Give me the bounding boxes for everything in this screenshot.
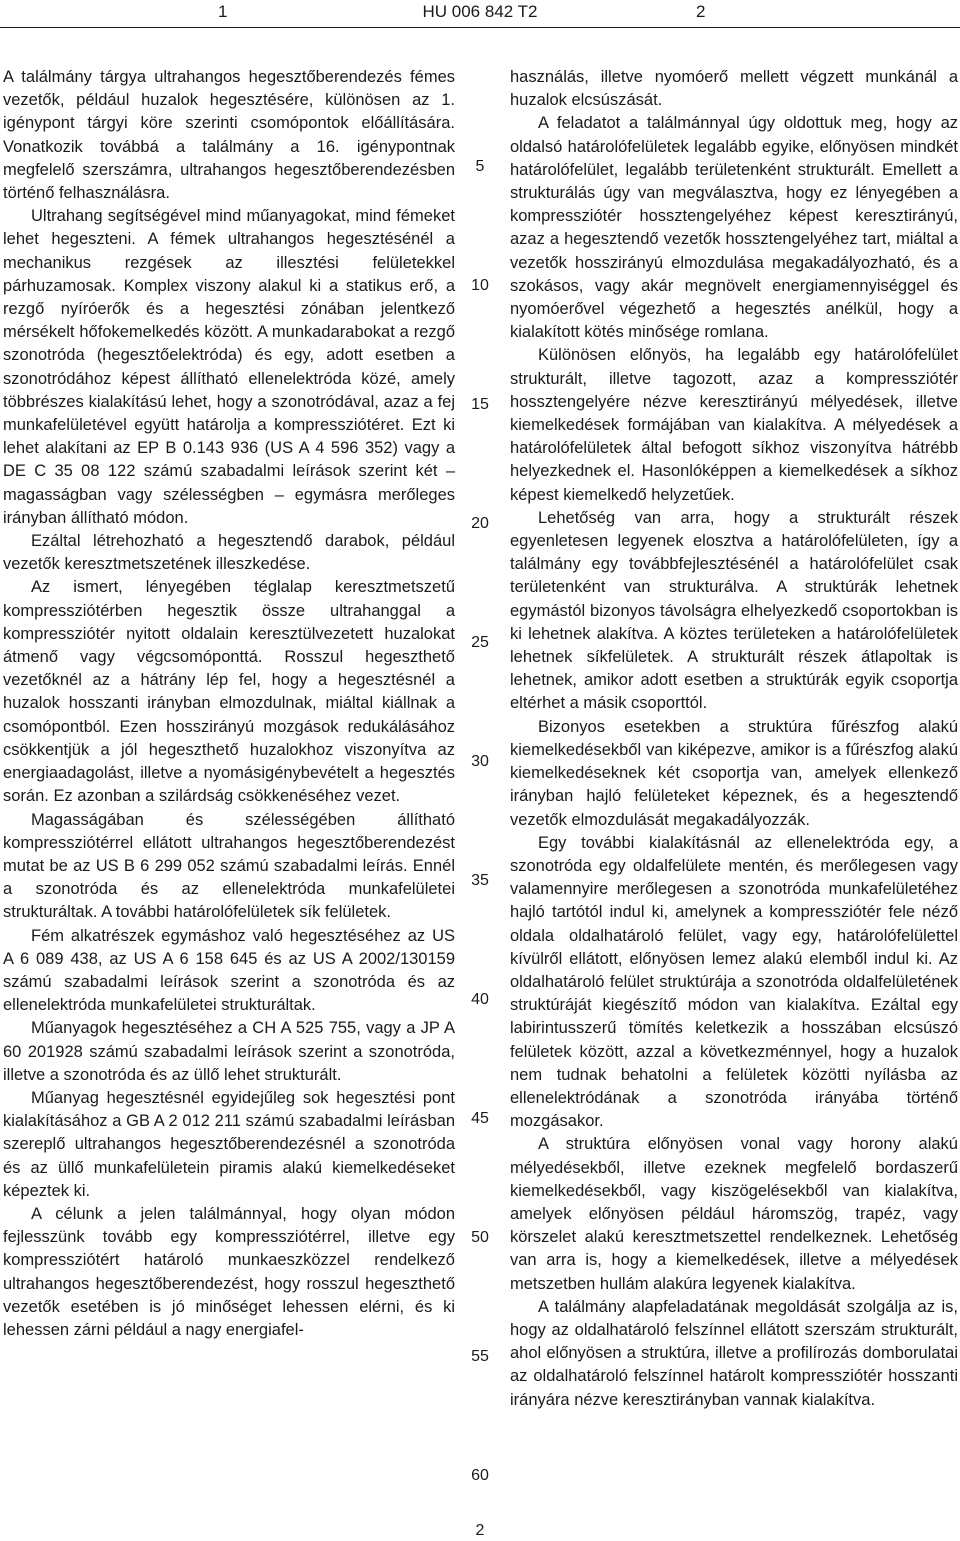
paragraph: Ultrahang segítségével mind műanyagokat, mind fémeket lehet hegeszteni. A fémek ultrahangos hegesztésénél a mechanikus rezgések az illesztési felületekkel párhuzamosak. Komplex viszony alakul ki a statikus erő, a rezgő nyíróerők és a hegesztési zónában jelentkező mérsékelt hőfokemelkedés között. A munkadarabokat a rezgő szonotróda (hegesztőelektróda) és egy, adott esetben a szonotródához képest állítható ellenelektróda közé, amely többrészes kialakítású lehet, hogy a szonotródával, azaz a fej munkafelületével együtt határolja a kompressziótéret. Ezt ki lehet alakítani az EP B 0.143 936 (US A 4 596 352) vagy a DE C 35 08 122 számú szabadalmi leírások szerint két – magasságban vagy szélességben – egymásra merőleges irányban állítható módon. — [3, 207, 455, 527]
line-number: 20 — [471, 515, 489, 532]
paragraph: Az ismert, lényegében téglalap keresztmetszetű kompressziótérben hegesztik össze ultrahanggal a kompressziótér nyitott oldalain keresztülvezetett huzalokat átmenő vagy végcsomóponttá. Rosszul hegeszthető vezetőknél az a hátrány lép fel, hogy a hegesztésnél a huzalok hosszanti irányban elmozdulnak, miáltal kiállnak a csomópontból. Ezen hosszirányú mozgások redukálásához csökkentjük a jól hegeszthető huzalokhoz viszonyítva az energiaadagolást, illetve a nyomásigénybevételt a hegesztés során. Ez azonban a szilárdság csökkenéséhez vezet. — [3, 578, 455, 806]
line-number: 40 — [471, 991, 489, 1008]
line-number: 45 — [471, 1110, 489, 1127]
page-number: 2 — [475, 1522, 485, 1539]
paragraph: Bizonyos esetekben a struktúra fűrészfog alakú kiemelkedésekből van kiképezve, amikor is a fűrészfog alakú kiemelkedéseknek két csoportja van, amelyek ellenkező irányban hajló felületeket képeznek, és a hegesztendő vezetők elmozdulását megakadályozzák. — [510, 717, 958, 829]
document-id: HU 006 842 T2 — [422, 2, 538, 21]
paragraph: Különösen előnyös, ha legalább egy határolófelület strukturált, illetve tagozott, azaz a kompressziótér hossztengelyére nézve keresztirányú mélyedések, illetve kiemelkedések formájában van kialakítva. A mélyedések a határolófelületek által befogott síkhoz viszonyítva hátrébb helyezkednek el. Hasonlóképpen a kiemelkedések a síkhoz képest kiemelkedő helyzetűek. — [510, 346, 958, 504]
paragraph: Fém alkatrészek egymáshoz való hegesztéséhez az US A 6 089 438, az US A 6 158 645 és az US A 2002/130159 számú szabadalmi leírások szerint a szonotróda és az ellenelektróda munkafelületei strukturáltak. — [3, 926, 455, 1015]
column-number-right: 2 — [696, 2, 706, 21]
line-number: 60 — [471, 1467, 489, 1484]
line-number: 50 — [471, 1229, 489, 1246]
paragraph: Lehetőség van arra, hogy a strukturált részek egyenletesen legyenek elosztva a határolófelületen, így a találmány egy továbbfejlesztésénél a határolófelület csak területenként van strukturálva. A struktúrák lehetnek egymástól bizonyos távolságra elhelyezkedő csoportokban is ki lehetnek alakítva. A köztes területeken a határolófelületek lehetnek síkfelületek. A strukturált részek átlapoltak is lehetnek, amikor adott esetben a struktúrák egyik csoportja eltérhet a másik csoporttól. — [510, 508, 958, 713]
paragraph: Egy további kialakításnál az ellenelektróda egy, a szonotróda egy oldalfelülete mentén, és merőlegesen vagy valamennyire merőlegesen a szonotróda munkafelületéhez hajló tartótól indul ki, amelynek a kompressziótér fele néző oldala oldalhatároló felület, vagy egy, határolófelülettel kívülről ellátott, előnyösen lemez alakú elemből indul ki. Az oldalhatároló felület struktúrája a szonotróda oldalfelületének struktúráját kiegészítő módon van kialakítva. Ezáltal egy labirintusszerű tömítés keletkezik a hosszában elcsúszó felületek között, azzal a következménnyel, hogy a huzalok nem tudnak behatolni a felületek közötti nyílásba az ellenelektródának a szonotróda irányába történő mozgásakor. — [510, 833, 958, 1131]
left-column — [3, 66, 455, 1342]
page-header — [0, 0, 960, 26]
paragraph: Műanyagok hegesztéséhez a CH A 525 755, vagy a JP A 60 201928 számú szabadalmi leírások szerint a szonotróda, illetve a szonotróda és az üllő lehet strukturált. — [3, 1019, 455, 1084]
paragraph: A találmány alapfeladatának megoldását szolgálja az is, hogy az oldalhatároló felszínnel ellátott szerszám strukturált, ahol előnyösen a struktúra, illetve a profilírozás domborulatai az oldalhatároló felszínnel határolt kompressziótér hosszanti irányára nézve keresztirányban vannak kialakítva. — [510, 1297, 958, 1409]
line-number: 10 — [471, 277, 489, 294]
paragraph: Ezáltal létrehozható a hegesztendő darabok, például vezetők keresztmetszetének illeszkedése. — [3, 532, 455, 574]
line-number: 15 — [471, 396, 489, 413]
right-column — [510, 66, 958, 1412]
paragraph: A találmány tárgya ultrahangos hegesztőberendezés fémes vezetők, például huzalok hegesztésére, különösen az 1. igénypont tárgyi köre szerinti csomópontok előállítására. Vonatkozik továbbá a találmány a 16. igénypontnak megfelelő szerszámra, ultrahangos hegesztőberendezésben történő felhasználásra. — [3, 68, 455, 203]
paragraph: Magasságában és szélességében állítható kompressziótérrel ellátott ultrahangos hegesztőberendezést mutat be az US B 6 299 052 számú szabadalmi leírás. Ennél a szonotróda és az ellenelektróda munkafelületei strukturáltak. A további határolófelületek sík felületek. — [3, 810, 455, 922]
line-number: 25 — [471, 634, 489, 651]
line-number: 55 — [471, 1348, 489, 1365]
line-number: 35 — [471, 872, 489, 889]
paragraph: Műanyag hegesztésnél egyidejűleg sok hegesztési pont kialakításához a GB A 2 012 211 számú szabadalmi leírásban szereplő ultrahangos hegesztőberendezésnél a szonotróda és az üllő munkafelületein piramis alakú kiemelkedéseket képeztek ki. — [3, 1088, 455, 1200]
paragraph: A feladatot a találmánnyal úgy oldottuk meg, hogy az oldalsó határolófelületek legalább egyike, előnyösen mindkét határolófelület, legalább területenként strukturált. Emellett a strukturálás úgy van megválasztva, hogy ez lényegében a kompressziótér hossztengelyéhez képest keresztirányú, azaz a hegesztendő vezetők hossztengelyéhez tart, miáltal a vezetők hosszirányú elmozdulása megakadályozható, és a szokásos, vagy akár megnövelt energiamennyiséggel és nyomóerővel végezhető a hegesztés anélkül, hogy a kialakított kötés minősége romlana. — [510, 114, 958, 342]
column-number-left: 1 — [218, 2, 228, 21]
paragraph: A struktúra előnyösen vonal vagy horony alakú mélyedésekből, illetve ezeknek megfelelő bordaszerű kiemelkedésekből, vagy kiszögelésekből van kialakítva, amelyek előnyösen például háromszög, trapéz, vagy körszelet alakú keresztmetszettel rendelkeznek. Lehetőség van arra is, hogy a kiemelkedések, illetve a mélyedések metszetben hullám alakúra legyenek kialakítva. — [510, 1135, 958, 1293]
paragraph: A célunk a jelen találmánnyal, hogy olyan módon fejlesszünk tovább egy kompressziótérrel, illetve egy kompressziótért határoló munkaeszközzel rendelkező ultrahangos hegesztőberendezést, hogy rosszul hegeszthető vezetők esetében is jó minőséget lehessen elérni, és ki lehessen zárni például a nagy energiafel- — [3, 1204, 455, 1339]
paragraph: használás, illetve nyomóerő mellett végzett munkánál a huzalok elcsúszását. — [510, 68, 958, 110]
header-divider — [0, 27, 960, 28]
line-number: 30 — [471, 753, 489, 770]
line-number: 5 — [475, 158, 485, 175]
